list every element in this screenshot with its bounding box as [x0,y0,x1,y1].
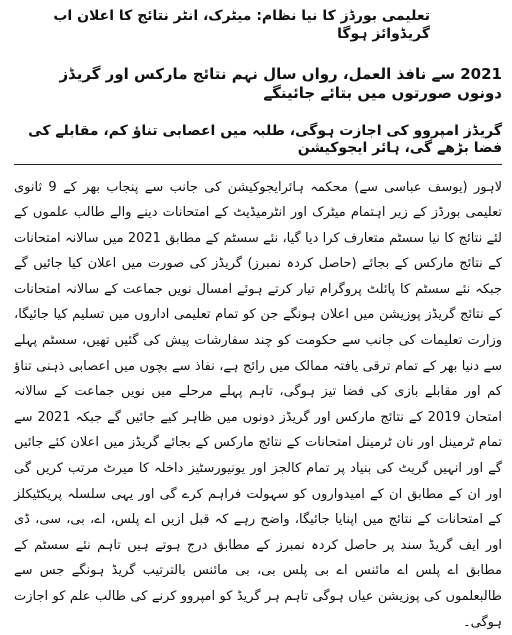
headline-divider [14,164,502,165]
kicker-headline: تعلیمی بورڈز کا نیا نظام: میٹرک، انٹر نتائج کا اعلان اب گریڈوائز ہوگا [14,8,502,43]
article-body: لاہور (یوسف عباسی سے) محکمہ ہائرایجوکیشن کی جانب سے پنجاب بھر کے 9 ثانوی تعلیمی بورڈز کے زیر اہتمام میٹرک اور انٹرمیڈیٹ کے امتحانات دینے والے طالب علموں کے لئے نتائج کا نیا سسٹم متعارف کرا دیا گیا، نئے سسٹم کے مطابق 2021 میں سالانہ امتحانات کے نتائج مارکس کے بجائے (حاصل کردہ نمبرز) گریڈز کی صورت میں اعلان کیا جائیں گے جبکہ نئے سسٹم کا پائلٹ پروگرام تیار کرتے ہوئے امسال نویں جماعت کے سالانہ امتحانات کے نتائج گریڈز پوزیشن میں اعلان ہونگے جن کو تمام تعلیمی اداروں میں تسلیم کیا جائیگا، وزارت تعلیمات کی جانب سے حکومت کو چند سفارشات پیش کی گئیں تھیں، سسٹم پہلے سے دنیا بھر کے تمام ترقی یافتہ ممالک میں رائج ہے، نفاذ سے بچوں میں اعصابی ذہنی تناؤ کم اور مقابلے بازی کی فضا تیز ہوگی، تاہم پہلے مرحلے میں نویں جماعت کے سالانہ امتحان 2019 کے نتائج مارکس اور گریڈز دونوں میں ظاہر کیے جائیں گے جبکہ 2021 سے تمام ٹرمینل اور نان ٹرمینل امتحانات کے نتائج مارکس کے بجائے گریڈز میں اعلان کئے جائیں گے اور انہیں گریٹ کی بنیاد پر تمام کالجز اور یونیورسٹیز داخلہ کا میرٹ مرتب کریں گی اور ان کے مطابق ان کے امیدواروں کو سہولت فراہم کرے گی اور یہی سلسلہ پریکٹیکلز کے امتحانات کے نتائج میں اپنایا جائیگا، واضح رہے کہ قبل ازیں اے پلس، اے، بی، سی، ڈی اور ایف گریڈ سند پر حاصل کردہ نمبرز کے مطابق درج ہوتے ہیں تاہم نئے سسٹم کے مطابق اے پلس اے مائنس اے بی پلس بی، بی مائنس بالترتیب گریڈ ہونگے جس سے طالبعلموں کی پوزیشن عیاں ہوگی تاہم ہر گریڈ کو امپروو کرنے کی طالب علم کو اجازت ہوگی۔ [14,175,502,635]
sub-headline: گریڈز امپروو کی اجازت ہوگی، طلبہ میں اعصابی تناؤ کم، مقابلے کی فضا بڑھے گی، ہائر ایجوکیشن [14,123,502,158]
main-headline: 2021 سے نافذ العمل، رواں سال نہم نتائج مارکس اور گریڈز دونوں صورتوں میں بتائے جائینگے [14,65,502,103]
